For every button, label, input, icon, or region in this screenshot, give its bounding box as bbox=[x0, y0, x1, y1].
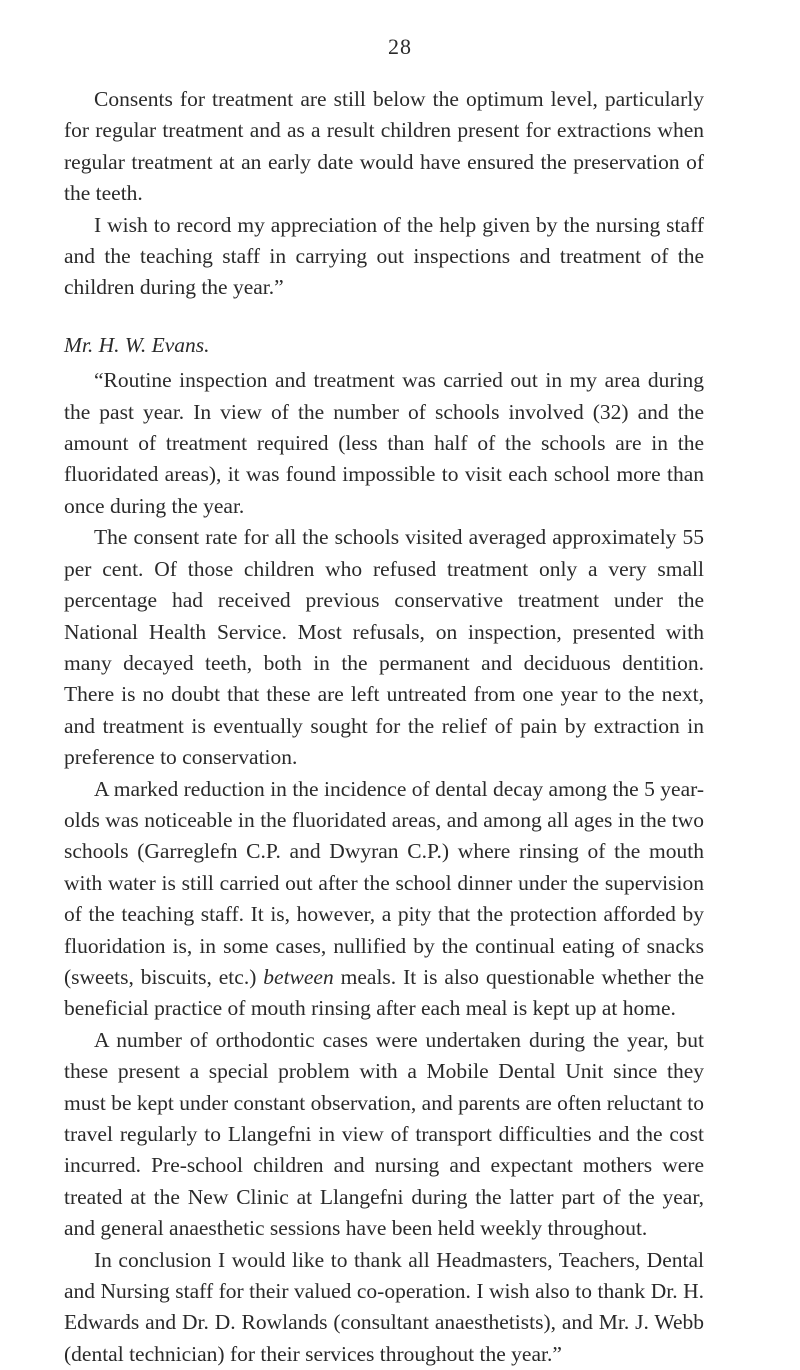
fluoridation-text-b: meals. It is also questionable whether the beneficial practice of mouth rinsing after each meal is kept up at home. bbox=[64, 964, 704, 1021]
section-heading: Mr. H. W. Evans. bbox=[64, 332, 210, 357]
paragraph-appreciation: I wish to record my appreciation of the help given by the nursing staff and the teaching staff in carrying out inspections and treatment of the children during the year.” bbox=[64, 212, 704, 300]
emphasis-between: between bbox=[263, 964, 334, 989]
paragraph-routine-inspection: “Routine inspection and treatment was carried out in my area during the past year. In view of the number of schools involved (32) and the amount of treatment required (less than half of the schools are in the fluoridated areas), it was found impossible to visit each school more than once during the year. bbox=[64, 368, 704, 518]
paragraph-fluoridation bbox=[64, 774, 704, 1025]
paragraph-orthodontic: A number of orthodontic cases were undertaken during the year, but these present a special problem with a Mobile Dental Unit since they must be kept under constant observation, and parents are often reluctant to travel regularly to Llangefni in view of transport difficulties and the cost incurred. Pre-school children and nursing and expectant mothers were treated at the New Clinic at Llangefni during the latter part of the year, and general anaesthetic sessions have been held weekly throughout. bbox=[64, 1027, 705, 1241]
body-text bbox=[64, 84, 704, 1370]
paragraph-consent-rate: The consent rate for all the schools visited averaged approximately 55 per cent. Of those children who refused treatment only a very small percentage had received previous conservative treatment under the National Health Service. Most refusals, on inspection, presented with many decayed teeth, both in the permanent and deciduous dentition. There is no doubt that these are left untreated from one year to the next, and treatment is eventually sought for the relief of pain by extraction in preference to conservation. bbox=[64, 525, 704, 770]
fluoridation-text-a: A marked reduction in the incidence of dental decay among the 5 year-olds was noticeable in the fluoridated areas, and among all ages in the two schools (Garreglefn C.P. and Dwyran C.P.) where rinsing of the mouth with water is still carried out after the school dinner under the supervision of the teaching staff. It is, however, a pity that the protection afforded by fluoridation is, in some cases, nullified by the continual eating of snacks (sweets, biscuits, etc.) bbox=[64, 776, 704, 989]
paragraph-conclusion: In conclusion I would like to thank all Headmasters, Teachers, Dental and Nursing staff for their valued co-operation. I wish also to thank Dr. H. Edwards and Dr. D. Rowlands (consultant anaesthetists), and Mr. J. Webb (dental technician) for their services throughout the year.” bbox=[64, 1247, 704, 1366]
page-number: 28 bbox=[388, 34, 412, 59]
paragraph-consents: Consents for treatment are still below the optimum level, particularly for regular treatment and as a result children present for extractions when regular treatment at an early date would have ensured the preservation of the teeth. bbox=[64, 87, 704, 206]
